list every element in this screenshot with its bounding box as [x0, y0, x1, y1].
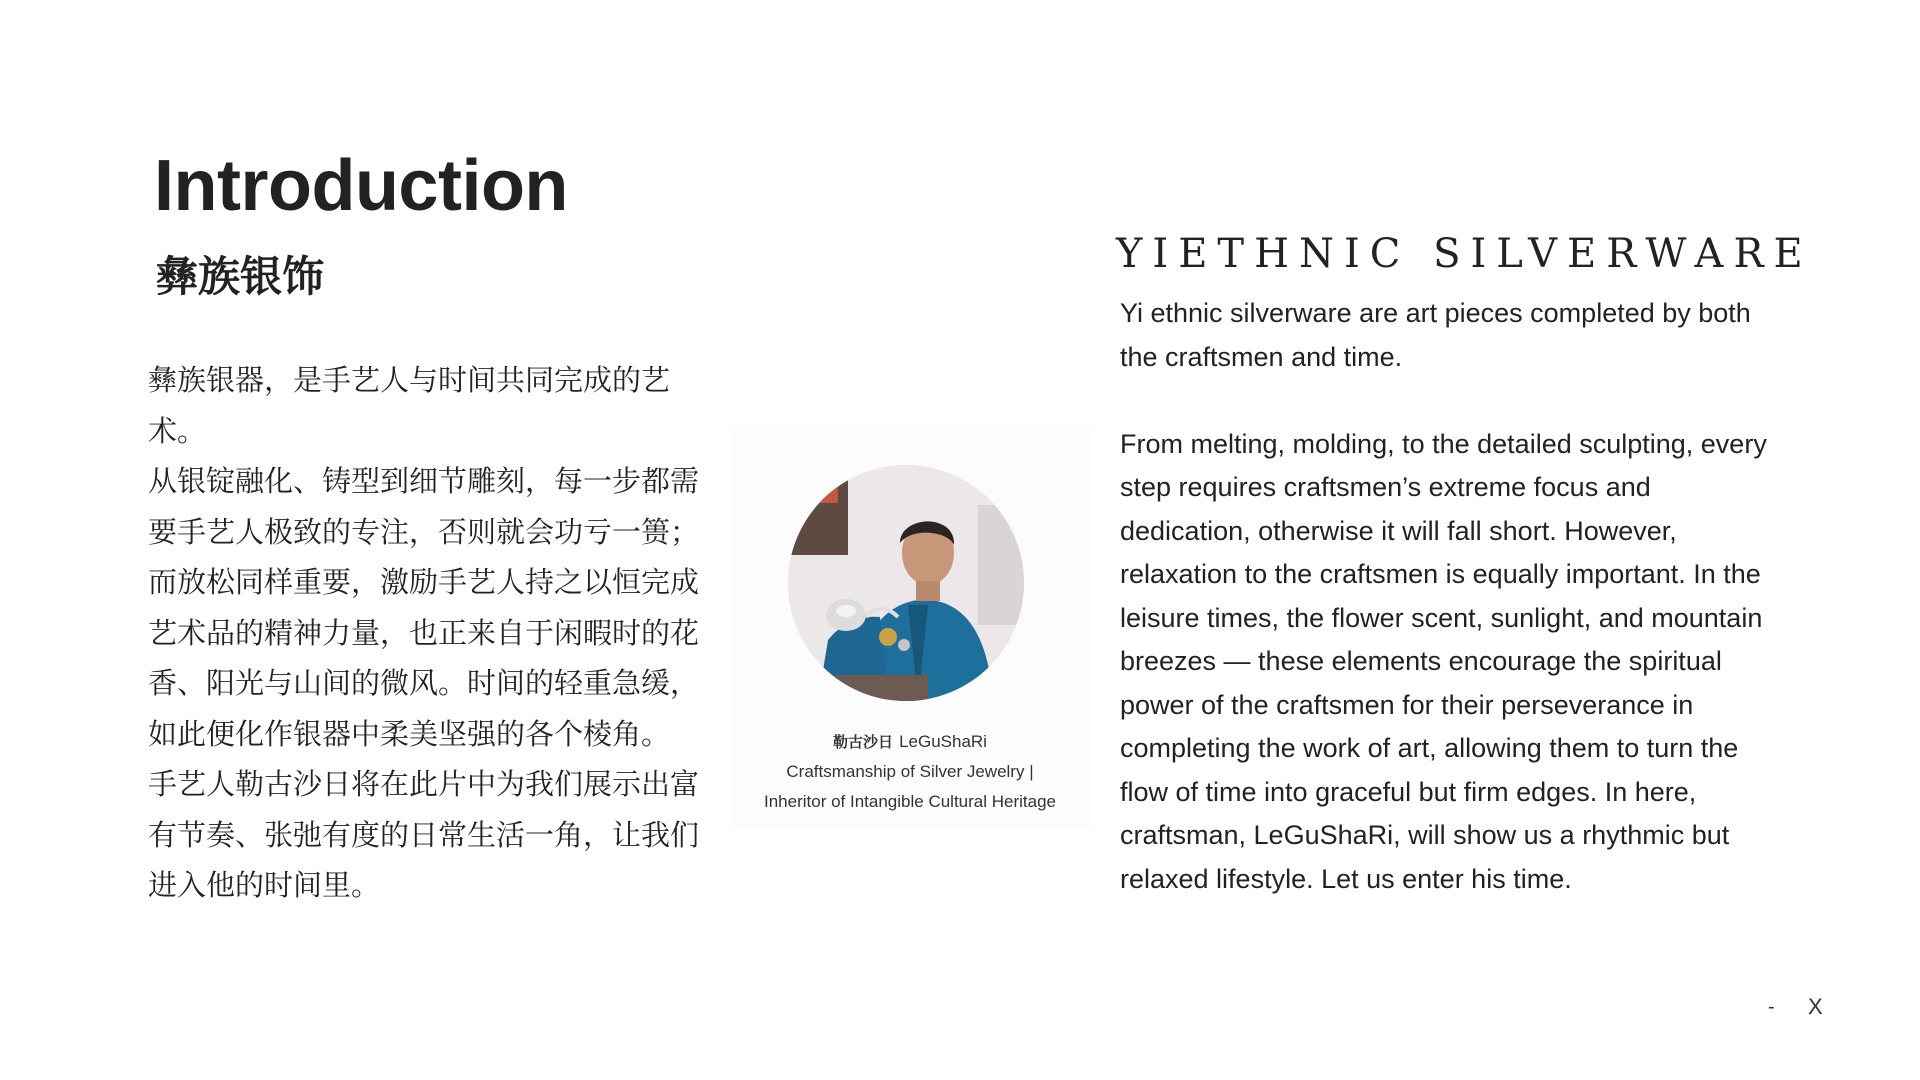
- window-controls: [1768, 992, 1848, 1022]
- chinese-paragraph: 彝族银器，是手艺人与时间共同完成的艺术。: [148, 363, 671, 448]
- profile-caption: [730, 727, 1090, 817]
- chinese-paragraph: 手艺人勒古沙日将在此片中为我们展示出富有节奏、张弛有度的日常生活一角，让我们进入他的时间里。: [148, 767, 700, 902]
- craftsman-portrait-photo: [788, 465, 1024, 701]
- craftsman-name-en: LeGuShaRi: [899, 732, 987, 751]
- craftsman-heritage: Inheritor of Intangible Cultural Heritage: [764, 792, 1056, 811]
- craftsman-name-cn: 勒古沙日: [833, 733, 894, 751]
- english-heading: YIETHNIC SILVERWARE: [1116, 231, 1813, 277]
- craftsman-portrait-illustration: [788, 465, 1024, 701]
- minimize-button[interactable]: -: [1768, 996, 1775, 1018]
- chinese-description: [148, 355, 708, 911]
- page-title: Introduction: [154, 146, 568, 226]
- craftsman-title: Craftsmanship of Silver Jewelry |: [786, 762, 1034, 781]
- craftsman-profile-card: [730, 425, 1090, 830]
- close-button[interactable]: X: [1808, 994, 1823, 1019]
- page-subtitle: 彝族银饰: [156, 252, 325, 301]
- profile-name-line: [730, 727, 1090, 757]
- english-body-paragraph: From melting, molding, to the detailed sculpting, every step requires craftsmen’s extreme focus and dedication, otherwise it will fall short. However, relaxation to the craftsmen is equally important. In the leisure times, the flower scent, sunlight, and mountain breezes — these elements encourage the spiritual power of the craftsmen for their perseverance in completing the work of art, allowing them to turn the flow of time into graceful but firm edges. In here, craftsman, LeGuShaRi, will show us a rhythmic but relaxed lifestyle. Let us enter his time.: [1120, 428, 1767, 894]
- chinese-paragraph: 从银锭融化、铸型到细节雕刻，每一步都需要手艺人极致的专注，否则就会功亏一篑；而放松同样重要，激励手艺人持之以恒完成艺术品的精神力量，也正来自于闲暇时的花香、阳光与山间的微风。时间的轻重急缓，如此便化作银器中柔美坚强的各个棱角。: [148, 464, 700, 751]
- english-lead-paragraph: Yi ethnic silverware are art pieces completed by both the craftsmen and time.: [1120, 298, 1751, 372]
- english-description: [1120, 292, 1785, 901]
